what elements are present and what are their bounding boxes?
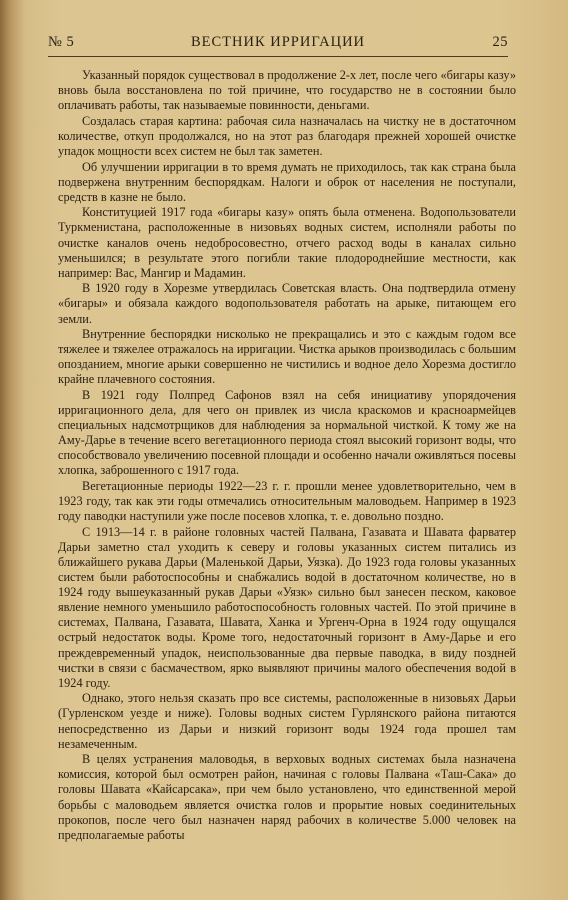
paragraph: Создалась старая картина: рабочая сила назначалась на чистку не в достаточном количестве, откуп продолжался, но на этот раз благодаря прежней хорошей очистке упадок мощности всех систем не был так заметен.	[58, 113, 516, 158]
paragraph: В 1921 году Полпред Сафонов взял на себя инициативу упорядочения ирригационного дела, для чего он привлек из числа краскомов и красноармейцев специальных надсмотрщиков для наблюдения за нормальной чисткой. К тому же на Аму-Дарье в течение всего вегетационного периода стоял высокий горизонт воды, что способствовало увеличению посевной площади и особенно начали оживляться посевы хлопка, заброшенного с 1917 года.	[58, 387, 516, 478]
article-body	[58, 68, 516, 843]
paragraph: В целях устранения маловодья, в верховых водных системах была назначена комиссия, которой был осмотрен район, начиная с головы Палвана «Таш-Сака» до головы Шавата «Кайсарсака», при чем было установлено, что единственной мерой борьбы с маловодьем является очистка голов и прорытие новых соединительных прокопов, после чего был назначен наряд рабочих в количестве 5.000 человек на предполагаемые работы	[58, 752, 516, 842]
page-number: 25	[492, 34, 508, 50]
paragraph: Внутренние беспорядки нисколько не прекращались и это с каждым годом все тяжелее и тяжелее отражалось на ирригации. Чистка арыков производилась с большим опозданием, многие арыки совершенно не чистились и водное дело Хорезма достигло крайне плачевного состояния.	[58, 327, 516, 387]
page-header	[48, 34, 508, 57]
paragraph: В 1920 году в Хорезме утвердилась Советская власть. Она подтвердила отмену «бигары» и обязала каждого водопользователя работать на арыке, питающем его земли.	[58, 281, 516, 326]
issue-number: № 5	[48, 34, 75, 50]
paragraph: Конституцией 1917 года «бигары казу» опять была отменена. Водопользователи Туркменистана, расположенные в низовьях водных систем, исполняли работы по очистке каналов очень недобросовестно, отчего расход воды в каналах сильно уменьшился; в результате этого погибли такие плодороднейшие местности, как например: Вас, Мангир и Мадамин.	[58, 205, 516, 280]
paragraph: Указанный порядок существовал в продолжение 2-х лет, после чего «бигары казу» вновь была восстановлена по той причине, что государство не в состоянии было оплачивать работы, так называемые повинности, деньгами.	[58, 68, 516, 113]
paragraph: Однако, этого нельзя сказать про все системы, расположенные в низовьях Дарьи (Гурленском уезде и ниже). Головы водных систем Гурлянского района питаются непосредственно из Дарьи и низкий горизонт воды 1924 года прошел там незамеченным.	[58, 691, 516, 751]
journal-title: ВЕСТНИК ИРРИГАЦИИ	[190, 34, 366, 50]
paragraph: С 1913—14 г. в районе головных частей Палвана, Газавата и Шавата фарватер Дарьи заметно стал уходить к северу и головы указанных систем питались из ближайшего рукава Дарьи (Маленькой Дарьи, Уязка). До 1923 года головы указанных систем были работоспособны и снабжались водой в достаточном количестве, но в 1924 году вышеуказанный рукав Дарьи «Уязк» сильно был занесен песком, каковое явление немного уменьшило работоспособность головных частей. По этой причине в системах, Палвана, Газавата, Шавата, Ханка и Ургенч-Орна в 1924 году ощущался острый недостаток воды. Кроме того, недостаточный горизонт в Аму-Дарье и его преждевременный упадок, неиспользованные два первые паводка, в виду поздней чистки в связи с басмачеством, ярко выявляют причины малого обеспечения водой в 1924 году.	[58, 524, 516, 690]
paragraph: Об улучшении ирригации в то время думать не приходилось, так как страна была подвержена внутренним беспорядкам. Налоги и оброк от населения не поступали, средств в казне не было.	[58, 159, 516, 204]
paragraph: Вегетационные периоды 1922—23 г. г. прошли менее удовлетворительно, чем в 1923 году, так как эти годы отмечались относительным маловодьем. Например в 1923 году паводки наступили уже после посевов хлопка, т. е. довольно поздно.	[58, 479, 516, 524]
